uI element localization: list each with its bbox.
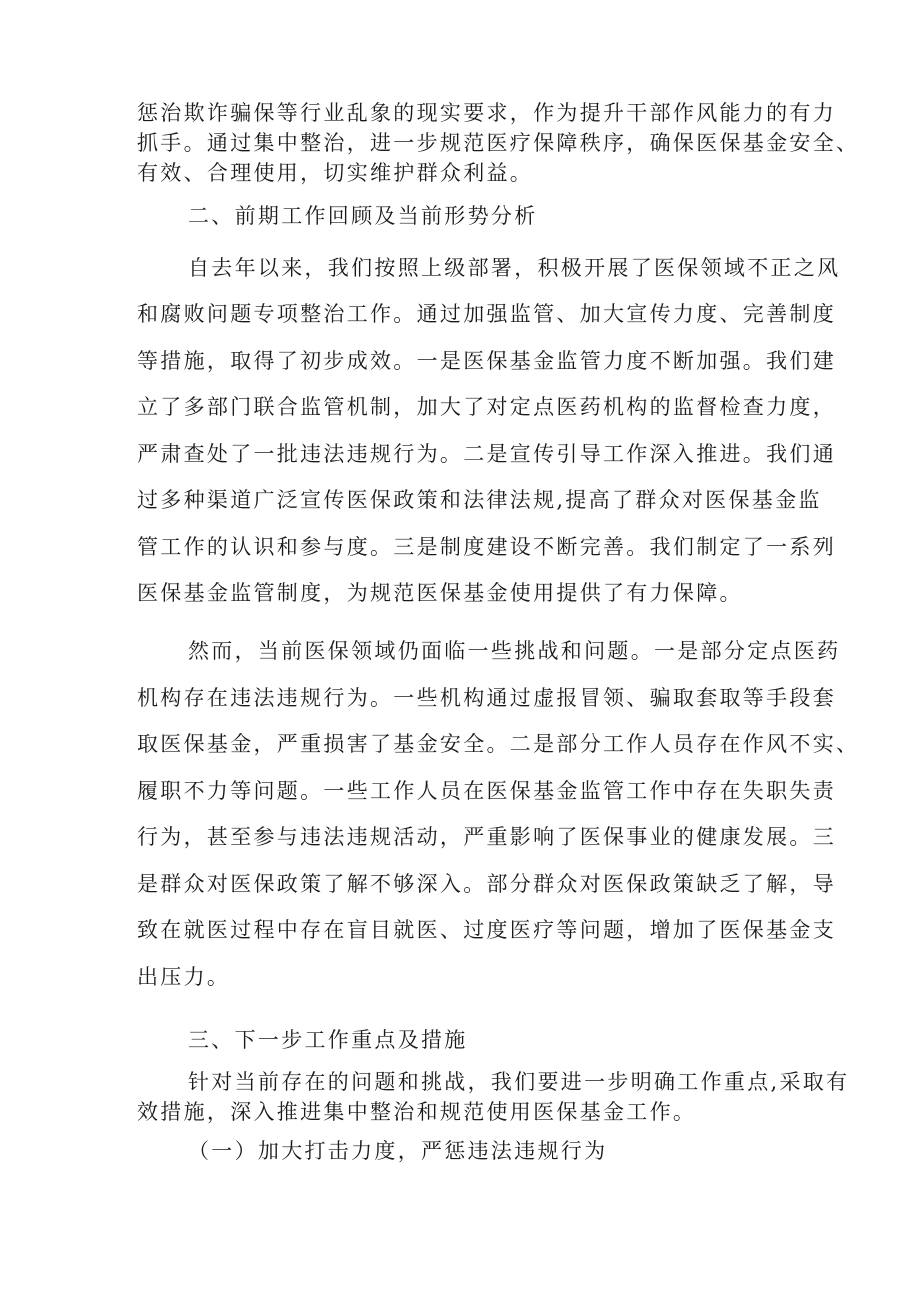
paragraph-line: 和腐败问题专项整治工作。通过加强监管、加大宣传力度、完善制度	[137, 302, 836, 326]
subsection-one-heading: （一）加大打击力度，严惩违法违规行为	[188, 1139, 608, 1163]
paragraph-line: 等措施，取得了初步成效。一是医保基金监管力度不断加强。我们建	[137, 349, 836, 373]
paragraph-line: 行为，甚至参与违法违规活动，严重影响了医保事业的健康发展。三	[137, 825, 836, 849]
paragraph-line: 立了多部门联合监管机制，加大了对定点医药机构的监督检查力度，	[137, 395, 836, 419]
paragraph-line: 惩治欺诈骗保等行业乱象的现实要求，作为提升干部作风能力的有力	[137, 101, 836, 125]
section-two-heading: 二、前期工作回顾及当前形势分析	[188, 204, 538, 228]
paragraph-line: 履职不力等问题。一些工作人员在医保基金监管工作中存在失职失责	[137, 779, 836, 803]
paragraph-line: 针对当前存在的问题和挑战，我们要进一步明确工作重点,采取有	[188, 1070, 850, 1094]
paragraph-line: 有效、合理使用，切实维护群众利益。	[137, 161, 534, 185]
paragraph-line: 严肃查处了一批违法违规行为。二是宣传引导工作深入推进。我们通	[137, 442, 836, 466]
paragraph-line: 出压力。	[137, 965, 231, 989]
section-three-heading: 三、下一步工作重点及措施	[188, 1028, 468, 1052]
paragraph-line: 机构存在违法违规行为。一些机构通过虚报冒领、骗取套取等手段套	[137, 686, 836, 710]
paragraph-line: 致在就医过程中存在盲目就医、过度医疗等问题，增加了医保基金支	[137, 918, 836, 942]
paragraph-line: 是群众对医保政策了解不够深入。部分群众对医保政策缺乏了解，导	[137, 872, 836, 896]
paragraph-line: 效措施，深入推进集中整治和规范使用医保基金工作。	[137, 1100, 697, 1124]
paragraph-line: 然而，当前医保领域仍面临一些挑战和问题。一是部分定点医药	[188, 639, 841, 663]
paragraph-line: 医保基金监管制度，为规范医保基金使用提供了有力保障。	[137, 581, 743, 605]
paragraph-line: 取医保基金，严重损害了基金安全。二是部分工作人员存在作风不实、	[137, 732, 860, 756]
paragraph-line: 自去年以来，我们按照上级部署，积极开展了医保领域不正之风	[188, 256, 841, 280]
paragraph-line: 过多种渠道广泛宣传医保政策和法律法规,提高了群众对医保基金监	[137, 488, 822, 512]
paragraph-line: 管工作的认识和参与度。三是制度建设不断完善。我们制定了一系列	[137, 535, 836, 559]
paragraph-line: 抓手。通过集中整治，进一步规范医疗保障秩序，确保医保基金安全、	[137, 131, 860, 155]
